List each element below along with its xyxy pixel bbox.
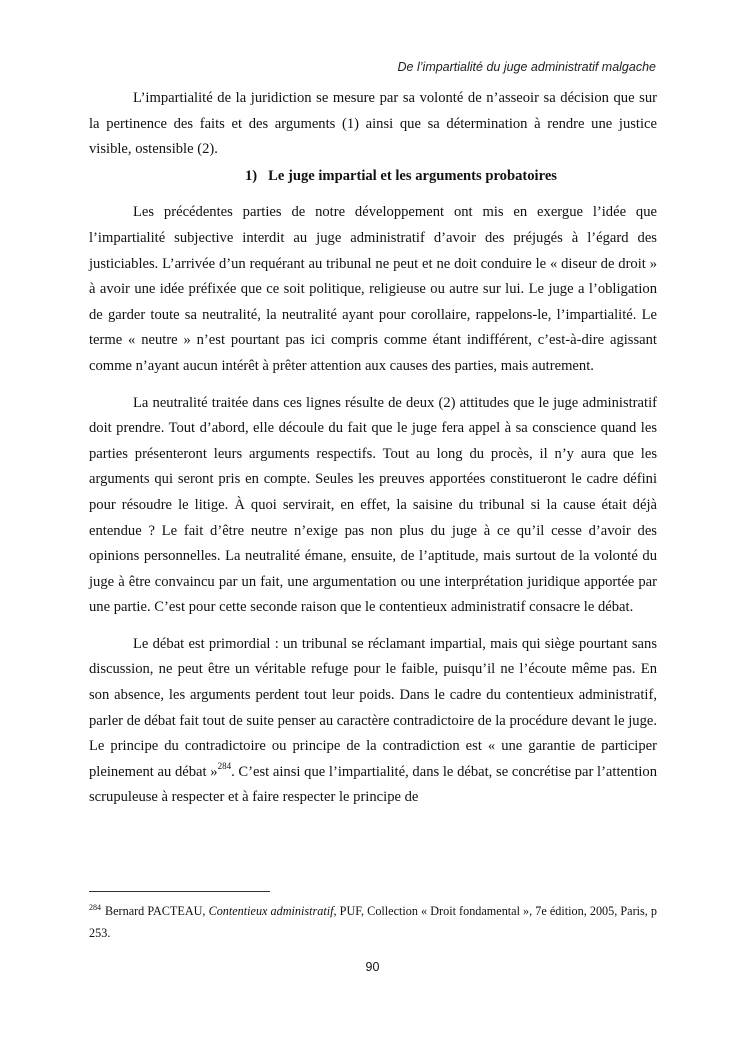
footnote-separator [89, 891, 270, 892]
footnote [89, 900, 657, 944]
paragraph-3 [89, 632, 657, 811]
paragraph-2: La neutralité traitée dans ces lignes résulte de deux (2) attitudes que le juge administratif doit prendre. Tout d’abord, elle découle du fait que le juge fera appel à sa conscience quand les parties présenteront leurs arguments respectifs. Tout au long du procès, il n’y aura que les arguments qui seront pris en compte. Seules les preuves apportées constitueront le cadre défini pour résoudre le litige. À quoi servirait, en effet, la saisine du tribunal si la cause était déjà entendue ? Le fait d’être neutre n’exige pas non plus du juge à ce qu’il cesse d’avoir des opinions personnelles. La neutralité émane, ensuite, de l’aptitude, mais surtout de la volonté du juge à être convaincu par un fait, une argumentation ou une interprétation juridique apportée par une partie. C’est pour cette seconde raison que le contentieux administratif consacre le débat. [89, 394, 657, 616]
paragraph-3-text-a: Le débat est primordial : un tribunal se réclamant impartial, mais qui siège pourtant sans discussion, ne peut être un véritable refuge pour le faible, puisqu’il ne l’écoute même pas. En son absence, les arguments perdent tout leur poids. Dans le cadre du contentieux administratif, parler de débat fait tout de suite penser au caractère contradictoire de la procédure devant le juge. Le principe du contradictoire ou principe de la contradiction est « une garantie de participer pleinement au débat » [89, 635, 657, 780]
footnote-work-title: Contentieux administratif [208, 904, 334, 918]
paragraph-3-text-b: . C’est ainsi que l’impartialité, dans le débat, se concrétise par l’attention scrupuleuse à respecter et à faire respecter le principe de [89, 763, 657, 806]
body-text [89, 86, 657, 811]
page-number: 90 [365, 960, 380, 974]
footnote-reference[interactable]: 284 [217, 760, 232, 771]
section-heading: 1) Le juge impartial et les arguments probatoires [245, 167, 557, 184]
intro-paragraph: L’impartialité de la juridiction se mesure par sa volonté de n’asseoir sa décision que sur la pertinence des faits et des arguments (1) ainsi que sa détermination à rendre une justice visible, ostensible (2). [89, 90, 657, 158]
footnote-details: , PUF, Collection « Droit fondamental », 7e édition, 2005, Paris, p 253. [89, 904, 657, 940]
running-header: De l’impartialité du juge administratif malgache [397, 60, 656, 74]
paragraph-1: Les précédentes parties de notre développement ont mis en exergue l’idée que l’impartialité subjective interdit au juge administratif d’avoir des préjugés à l’égard des justiciables. L’arrivée d’un requérant au tribunal ne peut et ne doit conduire le « diseur de droit » à avoir une idée préfixée que ce soit politique, religieuse ou autre sur lui. Le juge a l’obligation de garder toute sa neutralité, la neutralité ayant pour corollaire, rappelons-le, l’impartialité. Le terme « neutre » n’est pourtant pas ici compris comme étant indifférent, c’est-à-dire agissant comme n’ayant aucun intérêt à prêter attention aux causes des parties, mais autrement. [89, 204, 657, 374]
footnote-author: Bernard PACTEAU, [105, 904, 209, 918]
footnote-number: 284 [89, 903, 101, 912]
